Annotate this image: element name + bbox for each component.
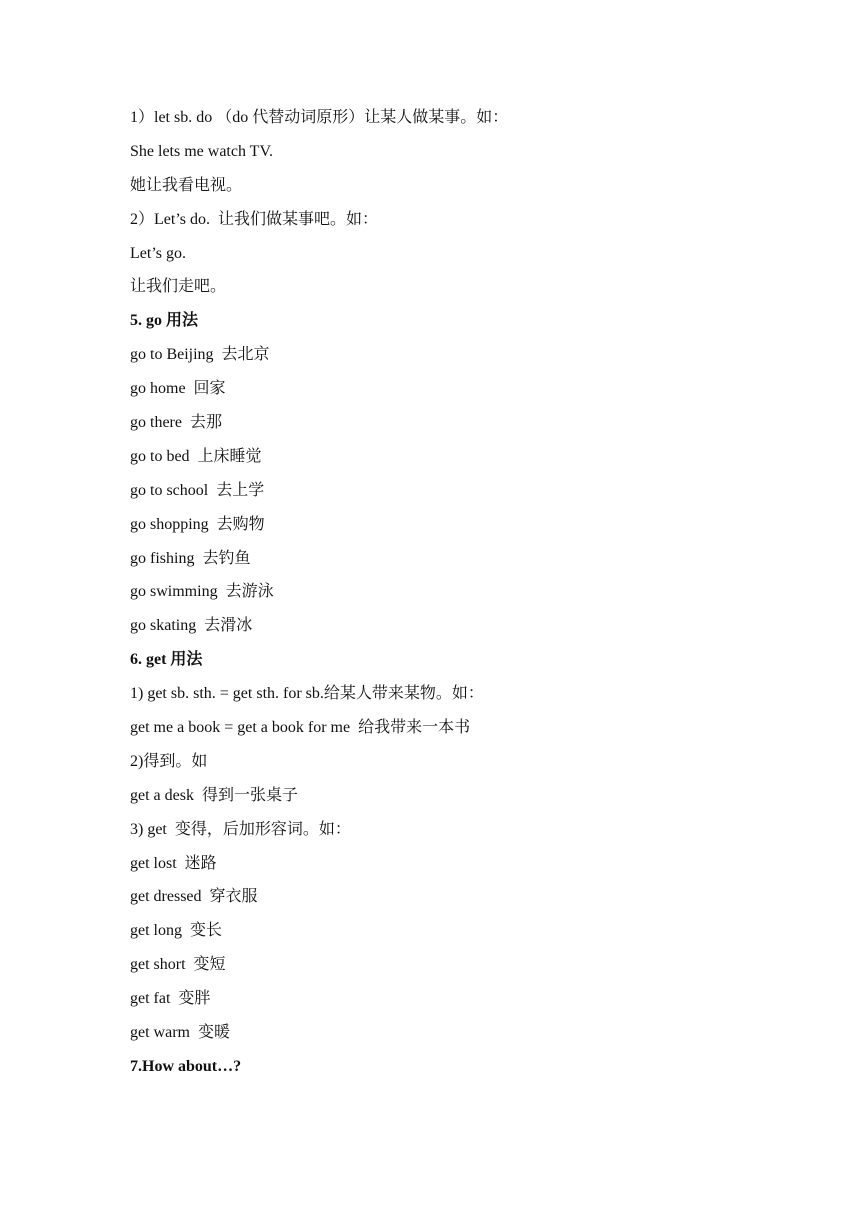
text-line: get dressed 穿衣服 — [130, 888, 258, 906]
text-line: get warm 变暖 — [130, 1024, 230, 1042]
text-line: go to school 去上学 — [130, 481, 265, 499]
text-line: 让我们走吧。 — [130, 278, 227, 296]
text-line: go skating 去滑冰 — [130, 617, 253, 635]
text-line: get a desk 得到一张桌子 — [130, 786, 298, 804]
text-line: go shopping 去购物 — [130, 515, 265, 533]
section-heading: 7.How about…? — [130, 1057, 242, 1075]
document-page — [130, 108, 770, 1091]
text-line: go to Beijing 去北京 — [130, 346, 270, 364]
text-line: 2)得到。如 — [130, 752, 208, 770]
text-line: She lets me watch TV. — [130, 142, 273, 160]
text-line: 3) get 变得，后加形容词。如： — [130, 820, 351, 838]
text-line: go there 去那 — [130, 414, 222, 432]
section-heading: 6. get 用法 — [130, 651, 203, 669]
text-line: get lost 迷路 — [130, 854, 217, 872]
text-line: Let’s go. — [130, 244, 186, 262]
text-line: 1) get sb. sth. = get sth. for sb.给某人带来某物。如： — [130, 685, 484, 703]
text-line: go home 回家 — [130, 380, 226, 398]
text-line: get me a book = get a book for me 给我带来一本书 — [130, 719, 471, 737]
text-line: go swimming 去游泳 — [130, 583, 274, 601]
text-line: 2）Let’s do. 让我们做某事吧。如： — [130, 210, 378, 228]
text-line: go fishing 去钓鱼 — [130, 549, 251, 567]
text-line: get fat 变胖 — [130, 990, 211, 1008]
text-line: 1）let sb. do （do 代替动词原形）让某人做某事。如： — [130, 109, 509, 126]
text-line: go to bed 上床睡觉 — [130, 447, 262, 465]
text-line: get short 变短 — [130, 956, 226, 974]
section-heading: 5. go 用法 — [130, 312, 199, 330]
text-line: 她让我看电视。 — [130, 176, 243, 194]
text-line: get long 变长 — [130, 922, 222, 940]
